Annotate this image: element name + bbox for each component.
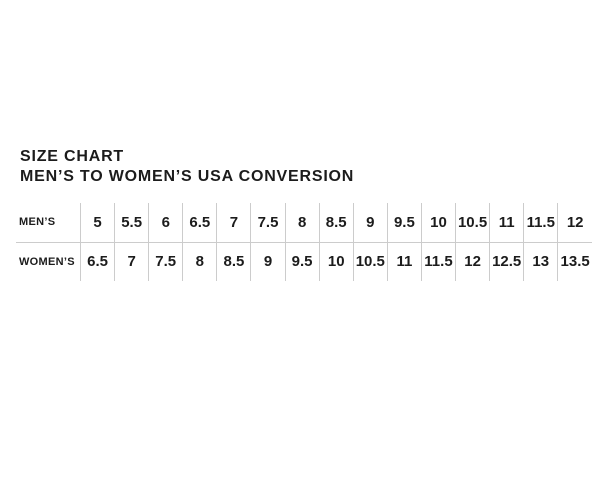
size-cell: 11.5 xyxy=(421,242,455,281)
size-cell: 13.5 xyxy=(558,242,592,281)
size-cell: 9 xyxy=(353,203,387,242)
size-cell: 5 xyxy=(81,203,115,242)
size-cell: 12 xyxy=(558,203,592,242)
size-cell: 7.5 xyxy=(149,242,183,281)
row-label: WOMEN’S xyxy=(16,242,81,281)
size-cell: 8 xyxy=(285,203,319,242)
row-label: MEN’S xyxy=(19,216,56,229)
size-cell: 13 xyxy=(524,242,558,281)
size-cell: 7 xyxy=(217,203,251,242)
size-cell: 12.5 xyxy=(490,242,524,281)
size-cell: 7.5 xyxy=(251,203,285,242)
size-cell: 12 xyxy=(456,242,490,281)
size-cell: 11 xyxy=(490,203,524,242)
size-cell: 11.5 xyxy=(524,203,558,242)
table-row xyxy=(16,242,592,281)
size-cell: 10.5 xyxy=(456,203,490,242)
size-cell: 11 xyxy=(387,242,421,281)
size-conversion-table xyxy=(16,203,592,281)
table-row xyxy=(16,203,592,242)
size-cell: 7 xyxy=(115,242,149,281)
size-cell: 8.5 xyxy=(319,203,353,242)
size-cell: 9.5 xyxy=(387,203,421,242)
size-cell: 9.5 xyxy=(285,242,319,281)
size-cell: 6.5 xyxy=(183,203,217,242)
size-cell: 10.5 xyxy=(353,242,387,281)
size-table-body xyxy=(16,203,592,281)
size-cell: 5.5 xyxy=(115,203,149,242)
size-cell: 10 xyxy=(319,242,353,281)
size-cell: 6 xyxy=(149,203,183,242)
page-title xyxy=(20,147,354,187)
size-cell: 8.5 xyxy=(217,242,251,281)
page-title-line2: MEN’S TO WOMEN’S USA CONVERSION xyxy=(20,168,355,185)
size-cell: 6.5 xyxy=(81,242,115,281)
size-cell: 8 xyxy=(183,242,217,281)
size-cell: 10 xyxy=(421,203,455,242)
size-cell: 9 xyxy=(251,242,285,281)
page-title-line1: SIZE CHART xyxy=(20,148,124,165)
